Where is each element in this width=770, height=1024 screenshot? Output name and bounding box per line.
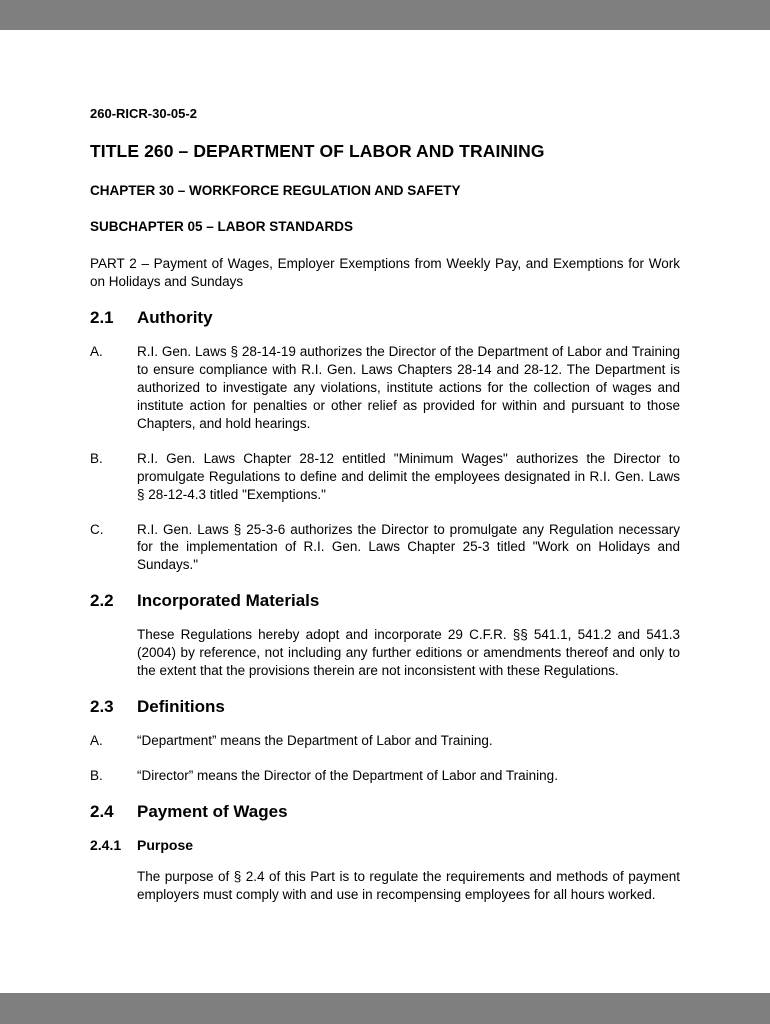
- section-paragraph-incorporated-materials: These Regulations hereby adopt and incorporate 29 C.F.R. §§ 541.1, 541.2 and 541.3 (2004) by reference, not including any further editions or amendments thereof and only to the extent that the provisions therein are not inconsistent with these Regulations.: [137, 627, 680, 679]
- subsection-heading-purpose: [90, 837, 680, 853]
- section-title: Definitions: [137, 697, 225, 717]
- section-heading-definitions: [90, 697, 680, 717]
- list-item-authority-c: [90, 521, 680, 575]
- list-item-definitions-b: [90, 767, 680, 785]
- section-number: 2.1: [90, 307, 114, 327]
- section-number: 2.4: [90, 802, 114, 822]
- document-title: TITLE 260 – DEPARTMENT OF LABOR AND TRAINING: [90, 141, 545, 161]
- list-item-label: B.: [90, 450, 103, 466]
- list-item-text: R.I. Gen. Laws § 28-14-19 authorizes the Director of the Department of Labor and Training to ensure compliance with R.I. Gen. Laws Chapters 28-14 and 28-12. The Department is authorized to investigate any violations, institute actions for the collection of wages and institute action for penalties or other relief as provided for within and pursuant to those Chapters, and hold hearings.: [137, 343, 680, 431]
- list-item-text: “Department” means the Department of Labor and Training.: [137, 733, 493, 749]
- section-title: Authority: [137, 307, 213, 327]
- section-title: Incorporated Materials: [137, 591, 320, 611]
- list-item-label: C.: [90, 521, 104, 537]
- doc-number: 260-RICR-30-05-2: [90, 106, 197, 121]
- document-page: [0, 30, 770, 993]
- section-heading-payment-of-wages: [90, 802, 680, 822]
- list-item-label: A.: [90, 733, 103, 749]
- part-heading: PART 2 – Payment of Wages, Employer Exemptions from Weekly Pay, and Exemptions for Work on Holidays and Sundays: [90, 256, 680, 289]
- list-item-label: A.: [90, 343, 103, 359]
- list-item-authority-b: [90, 450, 680, 504]
- section-heading-authority: [90, 308, 680, 328]
- section-heading-incorporated-materials: [90, 591, 680, 611]
- section-number: 2.2: [90, 591, 114, 611]
- list-item-text: R.I. Gen. Laws § 25-3-6 authorizes the Director to promulgate any Regulation necessary for the implementation of R.I. Gen. Laws Chapter 25-3 titled "Work on Holidays and Sundays.": [137, 521, 680, 573]
- list-item-authority-a: [90, 343, 680, 433]
- subchapter-heading: SUBCHAPTER 05 – LABOR STANDARDS: [90, 219, 354, 234]
- chapter-heading: CHAPTER 30 – WORKFORCE REGULATION AND SAFETY: [90, 183, 461, 198]
- list-item-text: R.I. Gen. Laws Chapter 28-12 entitled "Minimum Wages" authorizes the Director to promulgate Regulations to define and delimit the employees designated in R.I. Gen. Laws § 28-12-4.3 titled "Exemptions.": [137, 450, 680, 502]
- section-title: Payment of Wages: [137, 802, 288, 822]
- section-number: 2.3: [90, 697, 114, 717]
- list-item-definitions-a: [90, 732, 680, 750]
- subsection-number: 2.4.1: [90, 837, 122, 854]
- list-item-label: B.: [90, 768, 103, 784]
- subsection-paragraph-purpose: The purpose of § 2.4 of this Part is to regulate the requirements and methods of payment employers must comply with and use in recompensing employees for all hours worked.: [137, 869, 680, 903]
- subsection-title: Purpose: [137, 837, 194, 854]
- list-item-text: “Director” means the Director of the Department of Labor and Training.: [137, 768, 558, 784]
